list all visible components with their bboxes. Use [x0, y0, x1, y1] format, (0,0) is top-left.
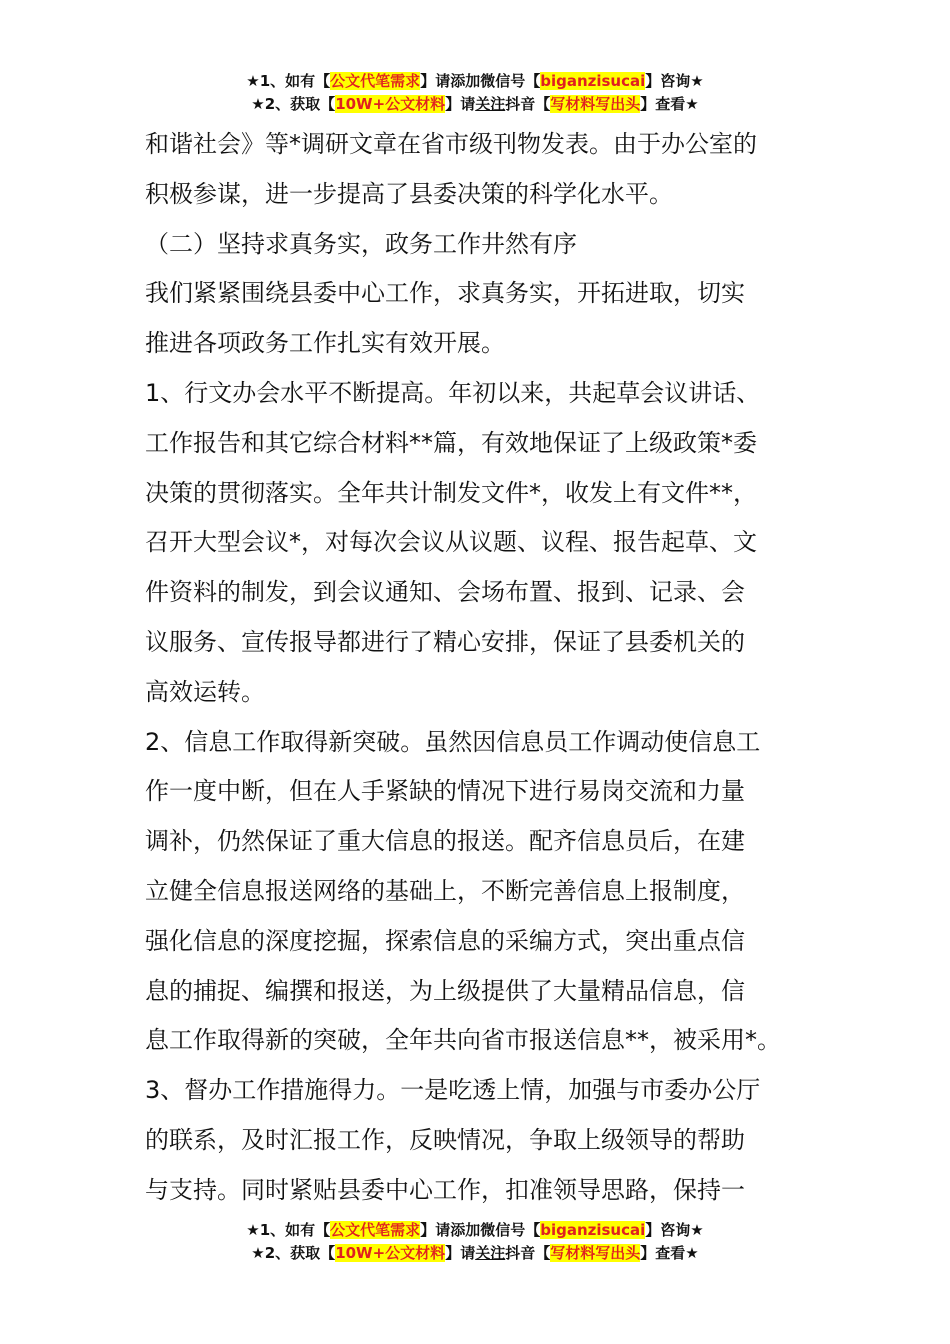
- body-line: 议服务、宣传报导都进行了精心安排，保证了县委机关的: [145, 627, 745, 656]
- body-line: 推进各项政务工作扎实有效开展。: [145, 329, 505, 358]
- body-line: 2、信息工作取得新突破。虽然因信息员工作调动使信息工: [145, 727, 761, 756]
- body-line: 3、督办工作措施得力。一是吃透上情，加强与市委办公厅: [145, 1076, 761, 1105]
- banner-highlight: 写材料写出头: [550, 1244, 641, 1262]
- banner-highlight: biganzisucai: [540, 1221, 646, 1239]
- section-heading: （二）坚持求真务实，政务工作井然有序: [145, 229, 577, 258]
- body-line: 我们紧紧围绕县委中心工作，求真务实，开拓进取，切实: [145, 279, 745, 308]
- banner-highlight: 写材料写出头: [550, 95, 641, 113]
- banner-highlight: 公文代笔需求: [330, 72, 421, 90]
- banner-line-2: ★2、获取【10W+公文材料】请关注抖音【写材料写出头】查看★: [251, 95, 699, 113]
- body-line: 立健全信息报送网络的基础上，不断完善信息上报制度，: [145, 876, 745, 905]
- banner-highlight: 10W+公文材料: [335, 1244, 446, 1262]
- body-line: 工作报告和其它综合材料**篇，有效地保证了上级政策*委: [145, 428, 757, 457]
- banner-line-1: ★1、如有【公文代笔需求】请添加微信号【biganzisucai】咨询★: [246, 72, 704, 90]
- banner-highlight: biganzisucai: [540, 72, 646, 90]
- footer-banner: [0, 1219, 950, 1265]
- banner-highlight: 10W+公文材料: [335, 95, 446, 113]
- body-line: 件资料的制发，到会议通知、会场布置、报到、记录、会: [145, 578, 745, 607]
- banner-highlight: 公文代笔需求: [330, 1221, 421, 1239]
- body-line: 的联系，及时汇报工作，反映情况，争取上级领导的帮助: [145, 1125, 745, 1154]
- body-line: 调补，仍然保证了重大信息的报送。配齐信息员后，在建: [145, 827, 745, 856]
- body-line: 息的捕捉、编撰和报送，为上级提供了大量精品信息，信: [145, 976, 745, 1005]
- body-line: 1、行文办会水平不断提高。年初以来，共起草会议讲话、: [145, 378, 761, 407]
- body-line: 高效运转。: [145, 677, 265, 706]
- body-line: 作一度中断，但在人手紧缺的情况下进行易岗交流和力量: [145, 777, 745, 806]
- body-line: 与支持。同时紧贴县委中心工作，扣准领导思路，保持一: [145, 1175, 745, 1204]
- body-line: 强化信息的深度挖掘，探索信息的采编方式，突出重点信: [145, 926, 745, 955]
- body-line: 和谐社会》等*调研文章在省市级刊物发表。由于办公室的: [145, 130, 757, 158]
- document-body: [145, 120, 809, 1216]
- body-line: 息工作取得新的突破，全年共向省市报送信息**，被采用*。: [145, 1026, 781, 1055]
- banner-underline: 关注: [475, 1244, 506, 1262]
- body-line: 召开大型会议*，对每次会议从议题、议程、报告起草、文: [145, 528, 757, 557]
- header-banner: [0, 70, 950, 116]
- body-line: 积极参谋，进一步提高了县委决策的科学化水平。: [145, 179, 673, 208]
- banner-line-2: ★2、获取【10W+公文材料】请关注抖音【写材料写出头】查看★: [251, 1244, 699, 1262]
- banner-line-1: ★1、如有【公文代笔需求】请添加微信号【biganzisucai】咨询★: [246, 1221, 704, 1239]
- body-line: 决策的贯彻落实。全年共计制发文件*，收发上有文件**，: [145, 478, 757, 507]
- banner-underline: 关注: [475, 95, 506, 113]
